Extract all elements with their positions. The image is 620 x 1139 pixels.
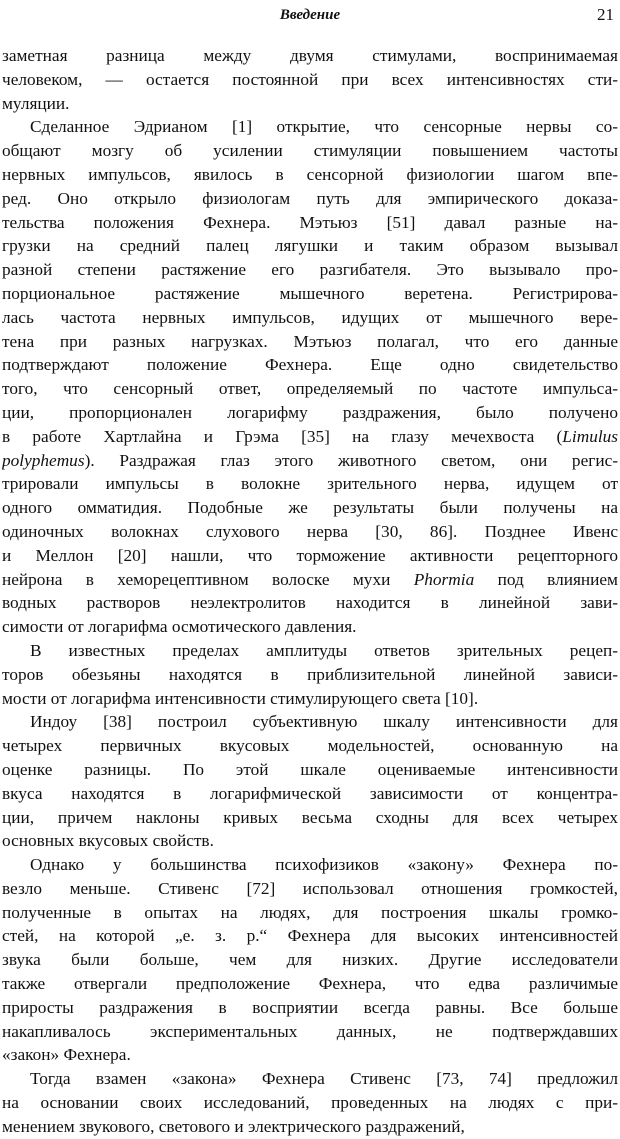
- text-line: оценке разницы. По этой шкале оцениваемые интенсивности: [2, 759, 618, 779]
- text-line: человеком, — остается постоянной при всех интенсивностях сти-: [2, 69, 618, 89]
- text-line: одного омматидия. Подобные же результаты были получены на: [2, 498, 618, 518]
- text-line: ред. Оно открыло физиологам путь для эмпирического доказа-: [2, 188, 618, 208]
- text-line: полученные в опытах на людях, для построения шкалы громко-: [2, 902, 618, 922]
- paragraph: [2, 1067, 618, 1138]
- text-line: тена при разных нагрузках. Мэтьюз полагал, что его данные: [2, 331, 618, 351]
- text-line: и Меллон [20] нашли, что торможение активности рецепторного: [2, 545, 618, 565]
- text-line: нервных импульсов, явилось в сенсорной физиологии шагом впе-: [2, 164, 618, 184]
- text-line: звука были больше, чем для низких. Другие исследователи: [2, 950, 618, 970]
- paragraph: [2, 115, 618, 639]
- text-line: нейрона в хеморецептивном волоске мухи Phormia под влиянием: [2, 569, 618, 589]
- text-line: торов обезьяны находятся в приблизительной линейной зависи-: [2, 664, 618, 684]
- text-line: стей, на которой „е. з. р.“ Фехнера для высоких интенсивностей: [2, 926, 618, 946]
- paragraph: [2, 639, 618, 710]
- text-line: везло меньше. Стивенс [72] использовал отношения громкостей,: [2, 878, 618, 898]
- text-line: Тогда взамен «закона» Фехнера Стивенс [73, 74] предложил: [30, 1069, 618, 1089]
- text-line: подтверждают положение Фехнера. Еще одно свидетельство: [2, 355, 618, 375]
- text-line: грузки на средний палец лягушки и таким образом вызывал: [2, 236, 618, 256]
- paragraph: [2, 853, 618, 1067]
- text-line: мости от логарифма интенсивности стимулирующего света [10].: [2, 688, 479, 708]
- text-line: лась частота нервных импульсов, идущих от мышечного вере-: [2, 307, 618, 327]
- text-line: Однако у большинства психофизиков «закону» Фехнера по-: [30, 855, 618, 875]
- page-number: 21: [597, 5, 614, 24]
- text-line: polyphemus). Раздражая глаз этого животного светом, они регис-: [2, 450, 618, 470]
- text-line: «закон» Фехнера.: [2, 1045, 131, 1065]
- text-line: Сделанное Эдрианом [1] открытие, что сенсорные нервы со-: [30, 117, 618, 137]
- italic-term: Limulus: [562, 426, 618, 446]
- running-head: [0, 4, 620, 28]
- text-line: приросты раздражения в восприятии всегда равны. Все больше: [2, 997, 618, 1017]
- text-line: В известных пределах амплитуды ответов зрительных рецеп-: [30, 640, 618, 660]
- italic-term: Phormia: [413, 569, 475, 589]
- text-line: муляции.: [2, 93, 70, 113]
- text-line: вкуса находятся в логарифмической зависимости от концентра-: [2, 783, 618, 803]
- body-text: [2, 44, 618, 1139]
- text-line: ции, пропорционален логарифму раздражения, было получено: [2, 402, 618, 422]
- text-line: менением звукового, светового и электрического раздражений,: [2, 1116, 465, 1136]
- section-title: Введение: [279, 7, 341, 23]
- text-line: разной степени растяжение его разгибателя. Это вызывало про-: [2, 260, 618, 280]
- text-line: общают мозгу об усилении стимуляции повышением частоты: [2, 141, 618, 161]
- paragraph: [2, 710, 618, 853]
- text-line: также отвергали предположение Фехнера, что едва различимые: [2, 974, 618, 994]
- text-line: трировали импульсы в волокне зрительного нерва, идущем от: [2, 474, 618, 494]
- text-line: заметная разница между двумя стимулами, воспринимаемая: [2, 46, 618, 65]
- text-line: одиночных волокнах слухового нерва [30, 86]. Позднее Ивенс: [2, 521, 618, 541]
- text-line: тельства положения Фехнера. Мэтьюз [51] давал разные на-: [2, 212, 618, 232]
- text-line: порциональное растяжение мышечного веретена. Регистрирова-: [2, 283, 618, 303]
- text-line: четырех первичных вкусовых модельностей, основанную на: [2, 736, 618, 756]
- text-line: ции, причем наклоны кривых весьма сходны для всех четырех: [2, 807, 618, 827]
- text-line: того, что сенсорный ответ, определяемый по частоте импульса-: [2, 379, 618, 399]
- text-line: на основании своих исследований, проведенных на людях с при-: [2, 1093, 618, 1113]
- text-line: в работе Хартлайна и Грэма [35] на глазу мечехвоста (Limulus: [2, 426, 618, 446]
- text-line: накапливалось экспериментальных данных, не подтверждавших: [2, 1021, 618, 1041]
- text-line: симости от логарифма осмотического давления.: [2, 617, 357, 637]
- text-line: основных вкусовых свойств.: [2, 831, 214, 851]
- paragraph: [2, 44, 618, 115]
- text-line: водных растворов неэлектролитов находится в линейной зави-: [2, 593, 618, 613]
- italic-term: polyphemus: [2, 450, 85, 470]
- text-line: Индоу [38] построил субъективную шкалу интенсивности для: [30, 712, 618, 732]
